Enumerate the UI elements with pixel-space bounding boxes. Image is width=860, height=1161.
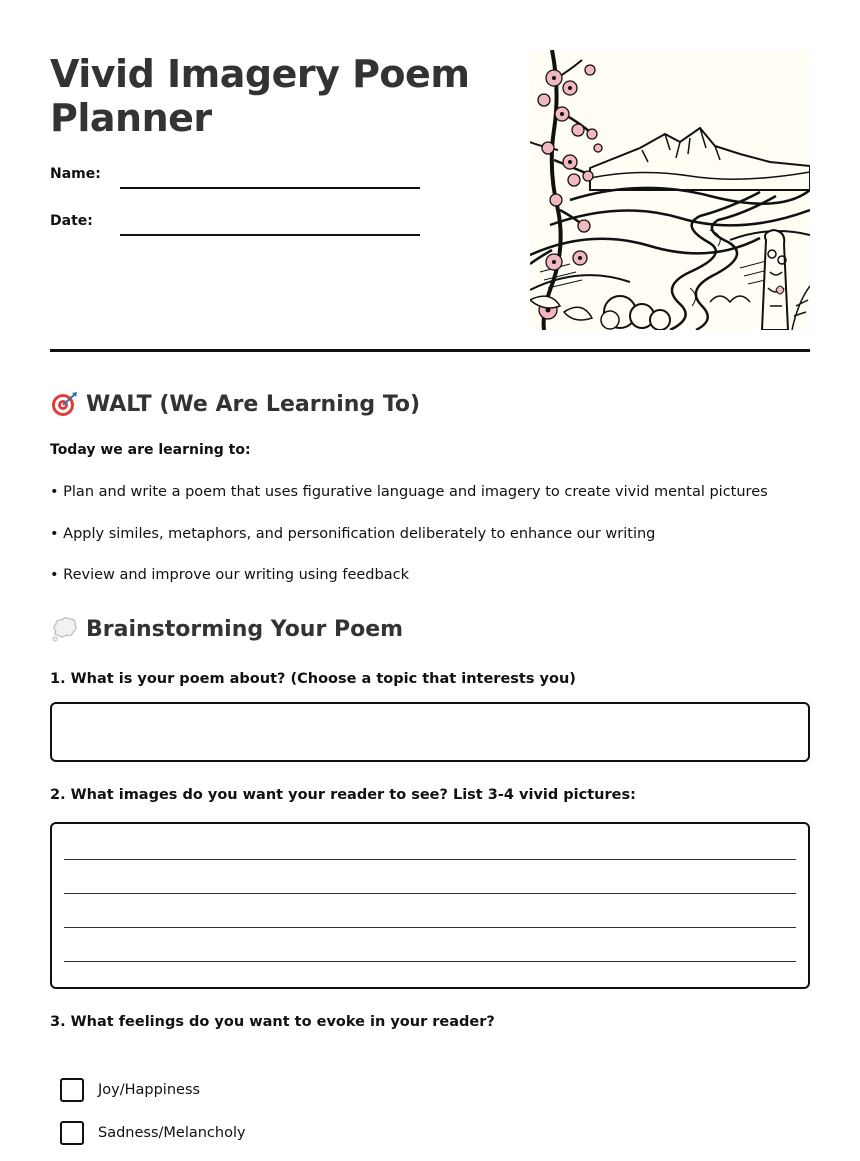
thought-bubble-icon bbox=[50, 615, 78, 643]
question-topic: 1. What is your poem about? (Choose a topic that interests you) bbox=[50, 671, 576, 687]
name-field[interactable] bbox=[120, 187, 420, 189]
feeling-option-sadness[interactable] bbox=[60, 1121, 246, 1145]
writing-line bbox=[64, 927, 796, 928]
walt-heading bbox=[50, 390, 420, 418]
writing-line bbox=[64, 893, 796, 894]
date-label: Date: bbox=[50, 213, 93, 229]
page-title: Vivid Imagery Poem Planner bbox=[50, 52, 470, 140]
header-divider bbox=[50, 349, 810, 352]
landscape-illustration bbox=[530, 50, 810, 330]
writing-line bbox=[64, 859, 796, 860]
target-icon bbox=[50, 390, 78, 418]
walt-point: • Plan and write a poem that uses figurative language and imagery to create vivid mental pictures bbox=[50, 484, 768, 500]
feeling-label: Sadness/Melancholy bbox=[98, 1125, 246, 1141]
brainstorm-heading-text: Brainstorming Your Poem bbox=[86, 616, 404, 642]
walt-intro: Today we are learning to: bbox=[50, 442, 251, 458]
topic-answer-box[interactable] bbox=[50, 702, 810, 762]
walt-heading-text: WALT (We Are Learning To) bbox=[86, 391, 421, 417]
checkbox[interactable] bbox=[60, 1078, 84, 1102]
walt-point: • Apply similes, metaphors, and personification deliberately to enhance our writing bbox=[50, 526, 656, 542]
date-field[interactable] bbox=[120, 234, 420, 236]
feeling-label: Joy/Happiness bbox=[98, 1082, 201, 1098]
brainstorm-heading bbox=[50, 615, 403, 643]
images-answer-box[interactable] bbox=[50, 822, 810, 989]
checkbox[interactable] bbox=[60, 1121, 84, 1145]
question-feelings: 3. What feelings do you want to evoke in your reader? bbox=[50, 1014, 495, 1030]
writing-line bbox=[64, 961, 796, 962]
question-images: 2. What images do you want your reader to see? List 3-4 vivid pictures: bbox=[50, 787, 636, 803]
walt-point: • Review and improve our writing using feedback bbox=[50, 567, 409, 583]
feeling-option-joy[interactable] bbox=[60, 1078, 200, 1102]
name-label: Name: bbox=[50, 166, 101, 182]
